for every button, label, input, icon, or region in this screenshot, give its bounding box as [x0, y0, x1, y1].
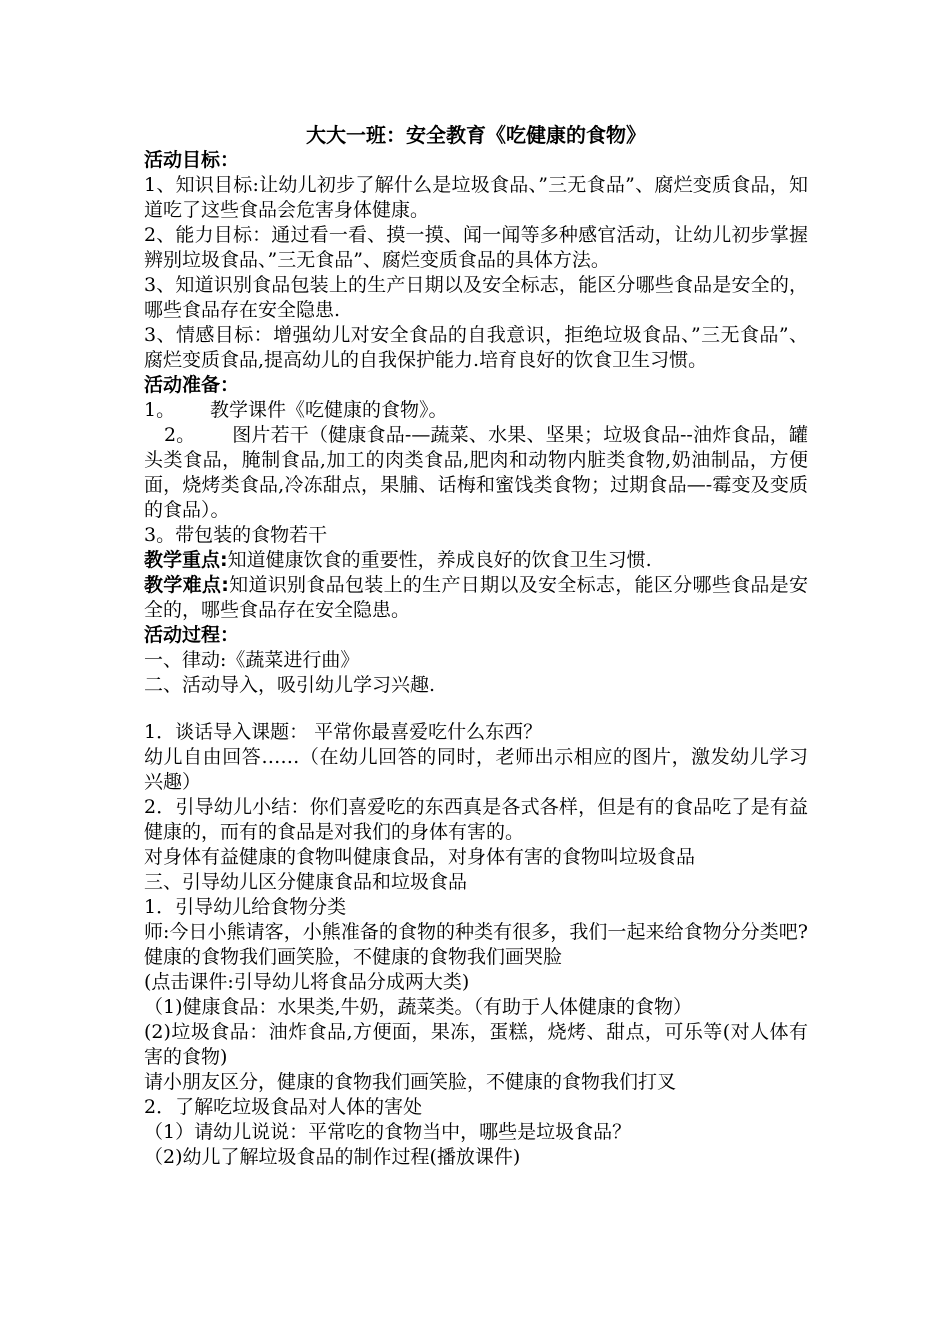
- goals-heading: 活动目标：: [144, 149, 240, 171]
- process-line: 1．谈话导入课题： 平常你最喜爱吃什么东西？: [144, 721, 543, 743]
- process-line: 师:今日小熊请客，小熊准备的食物的种类有很多，我们一起来给食物分分类吧?健康的食物我们画笑脸，不健康的食物我们画哭脸: [144, 921, 808, 968]
- difficulty: [144, 573, 808, 623]
- key-point-text: 知道健康饮食的重要性，养成良好的饮食卫生习惯.: [227, 549, 652, 571]
- process-line: 2．了解吃垃圾食品对人体的害处: [144, 1096, 423, 1118]
- prep-item-1-text: 教学课件《吃健康的食物》。: [210, 399, 448, 421]
- goal-item: 2、能力目标：通过看一看、摸一摸、闻一闻等多种感官活动，让幼儿初步掌握辨别垃圾食品、”三无食品”、腐烂变质食品的具体方法。: [144, 224, 808, 271]
- process-line: 1．引导幼儿给食物分类: [144, 896, 347, 918]
- goal-item: 3、知道识别食品包装上的生产日期以及安全标志，能区分哪些食品是安全的，哪些食品存在安全隐患.: [144, 274, 808, 321]
- prep-item-2-number: 2。: [164, 424, 196, 446]
- goal-item: 1、知识目标:让幼儿初步了解什么是垃圾食品、”三无食品”、腐烂变质食品，知道吃了这些食品会危害身体健康。: [144, 174, 808, 221]
- document-body: [144, 122, 808, 1170]
- process-line: 幼儿自由回答……（在幼儿回答的同时，老师出示相应的图片，激发幼儿学习兴趣）: [144, 746, 808, 793]
- prep-item-3: 3。带包装的食物若干: [144, 524, 328, 546]
- process-line: 一、律动:《蔬菜进行曲》: [144, 649, 360, 671]
- process-heading: 活动过程：: [144, 624, 240, 646]
- goal-item: 3、情感目标：增强幼儿对安全食品的自我意识，拒绝垃圾食品、”三无食品”、腐烂变质食品,提高幼儿的自我保护能力.培育良好的饮食卫生习惯。: [144, 324, 808, 371]
- prep-item-2: [144, 423, 808, 523]
- process-line: (2)垃圾食品：油炸食品,方便面，果冻，蛋糕，烧烤、甜点，可乐等(对人体有害的食物): [144, 1021, 808, 1068]
- prep-item-1-number: 1。: [144, 399, 176, 421]
- prep-heading: 活动准备：: [144, 374, 240, 396]
- key-point-label: 教学重点:: [144, 549, 228, 571]
- process-line: 三、引导幼儿区分健康食品和垃圾食品: [144, 871, 468, 893]
- process-line: （1)健康食品：水果类,牛奶，蔬菜类。（有助于人体健康的食物）: [144, 996, 693, 1018]
- process-line: 请小朋友区分，健康的食物我们画笑脸，不健康的食物我们打叉: [144, 1071, 677, 1093]
- prep-item-1: [144, 398, 808, 423]
- prep-item-2-text: 图片若干（健康食品-—蔬菜、水果、坚果；垃圾食品--油炸食品，罐头类食品，腌制食品,加工的肉类食品,肥肉和动物内脏类食物,奶油制品，方便面，烧烤类食品,冷冻甜点，果脯、话梅和蜜饯类食物；过期食品—-霉变及变质的食品）。: [144, 424, 808, 521]
- process-line: 对身体有益健康的食物叫健康食品，对身体有害的食物叫垃圾食品: [144, 846, 696, 868]
- process-line: （1）请幼儿说说：平常吃的食物当中，哪些是垃圾食品？: [144, 1121, 632, 1143]
- process-line: （2)幼儿了解垃圾食品的制作过程(播放课件): [144, 1146, 521, 1168]
- key-point: [144, 548, 808, 573]
- page-title: 大大一班：安全教育《吃健康的食物》: [306, 123, 646, 147]
- process-line: 2．引导幼儿小结：你们喜爱吃的东西真是各式各样，但是有的食品吃了是有益健康的，而有的食品是对我们的身体有害的。: [144, 796, 808, 843]
- difficulty-text: 知道识别食品包装上的生产日期以及安全标志，能区分哪些食品是安全的，哪些食品存在安全隐患。: [144, 574, 808, 621]
- process-line: (点击课件:引导幼儿将食品分成两大类): [144, 971, 470, 993]
- process-line: 二、活动导入，吸引幼儿学习兴趣.: [144, 674, 436, 696]
- difficulty-label: 教学难点:: [144, 574, 229, 596]
